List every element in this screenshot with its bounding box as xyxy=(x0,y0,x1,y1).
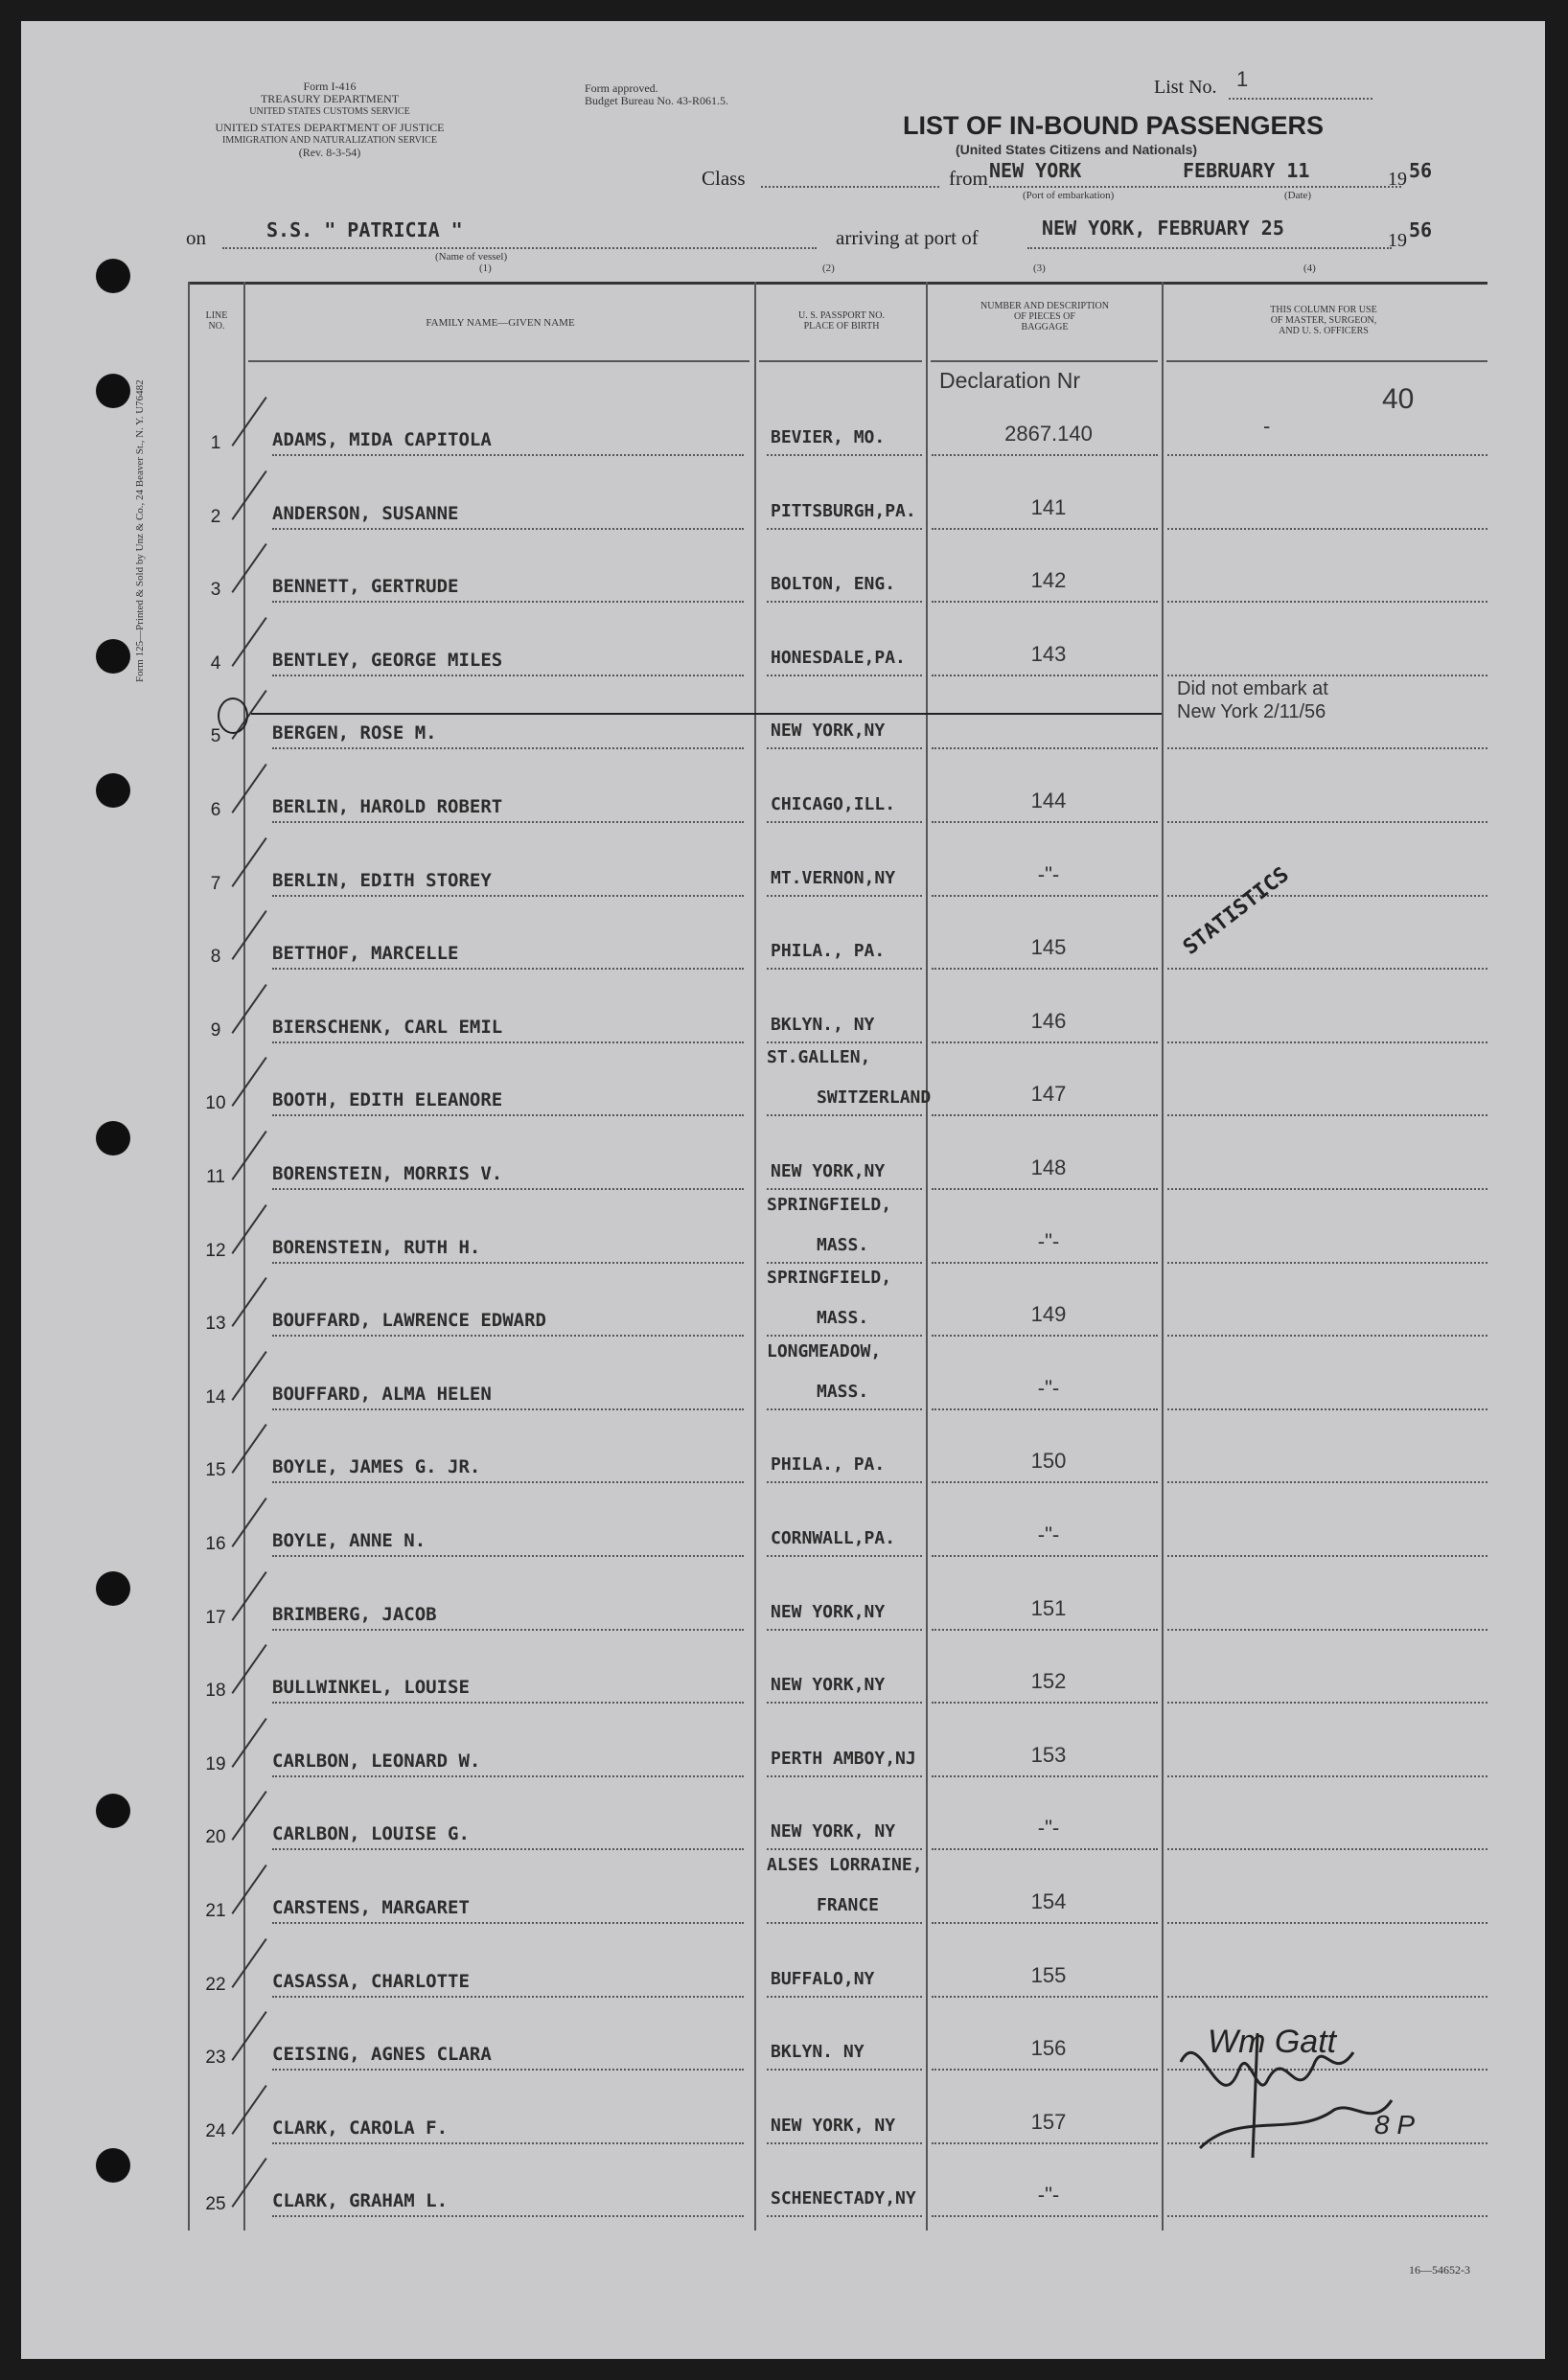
row-rule xyxy=(767,1262,922,1264)
revision: (Rev. 8-3-54) xyxy=(298,146,361,159)
row-rule xyxy=(1167,528,1487,530)
arrival-info: NEW YORK, FEBRUARY 25 xyxy=(1042,217,1284,240)
header-underline xyxy=(1166,360,1487,362)
manifest-page xyxy=(21,21,1545,2359)
row-rule xyxy=(1167,601,1487,603)
baggage-number: 145 xyxy=(1030,935,1067,959)
checkmark xyxy=(231,543,266,593)
table-top-border xyxy=(188,282,1487,285)
header-underline xyxy=(931,360,1158,362)
line-number: 1 xyxy=(210,433,221,453)
checkmark xyxy=(231,1277,266,1327)
dotted-line xyxy=(1229,98,1372,100)
list-no-label: List No. xyxy=(1154,77,1217,98)
baggage-number: -"- xyxy=(1037,1229,1060,1253)
row-rule xyxy=(932,1922,1158,1924)
date-caption: (Date) xyxy=(1284,190,1312,201)
col-header-line-no: LINE NO. xyxy=(205,310,228,332)
row-rule xyxy=(1167,1335,1487,1337)
baggage-number: -"- xyxy=(1037,1816,1060,1840)
on-label: on xyxy=(186,226,206,249)
passenger-name: CASASSA, CHARLOTTE xyxy=(272,1971,470,1992)
row-rule xyxy=(767,895,922,897)
punch-hole xyxy=(96,259,130,293)
line-number: 5 xyxy=(210,726,221,746)
birthplace: NEW YORK,NY xyxy=(771,1602,886,1622)
birthplace: HONESDALE,PA. xyxy=(771,648,906,668)
row-rule xyxy=(272,1775,744,1777)
row-rule xyxy=(767,675,922,676)
row-rule xyxy=(767,1848,922,1850)
line-number: 3 xyxy=(210,580,221,600)
row-rule xyxy=(932,1481,1158,1483)
birthplace: CHICAGO,ILL. xyxy=(771,794,896,814)
passenger-name: BENNETT, GERTRUDE xyxy=(272,576,459,597)
checkmark xyxy=(231,397,266,446)
baggage-number: 142 xyxy=(1030,568,1067,592)
birthplace: MASS. xyxy=(817,1382,869,1402)
passenger-name: BULLWINKEL, LOUISE xyxy=(272,1677,470,1698)
row-rule xyxy=(1167,821,1487,823)
birthplace: MASS. xyxy=(817,1235,869,1255)
line-number: 21 xyxy=(205,1901,226,1921)
officer-dash: - xyxy=(1263,414,1271,438)
birthplace: NEW YORK, NY xyxy=(771,1821,896,1842)
arrival-year: 56 xyxy=(1409,218,1433,241)
row-rule xyxy=(272,1629,744,1631)
row-rule xyxy=(932,528,1158,530)
line-number: 7 xyxy=(210,874,221,894)
row-rule xyxy=(1167,895,1487,897)
baggage-number: 154 xyxy=(1030,1889,1067,1913)
birthplace: NEW YORK, NY xyxy=(771,2116,896,2136)
baggage-number: -"- xyxy=(1037,2183,1060,2207)
passenger-name: BIERSCHENK, CARL EMIL xyxy=(272,1017,503,1038)
birthplace: PITTSBURGH,PA. xyxy=(771,501,916,521)
passenger-name: BETTHOF, MARCELLE xyxy=(272,943,459,964)
baggage-number: -"- xyxy=(1037,1522,1060,1546)
dotted-line xyxy=(761,186,939,188)
row-rule xyxy=(767,2215,922,2217)
footer-code: 16—54652-3 xyxy=(1409,2263,1470,2277)
dotted-line xyxy=(989,186,1401,188)
passenger-name: BERGEN, ROSE M. xyxy=(272,722,437,744)
vessel-caption: (Name of vessel) xyxy=(435,251,508,263)
checkmark xyxy=(231,1938,266,1988)
baggage-number: 153 xyxy=(1030,1743,1067,1767)
birthplace: MASS. xyxy=(817,1308,869,1328)
row-rule xyxy=(1167,1922,1487,1924)
printer-imprint: Form 125—Printed & Sold by Unz & Co., 24 Beaver St., N. Y. U76482 xyxy=(134,379,146,682)
row-rule xyxy=(1167,1188,1487,1190)
line-number: 23 xyxy=(205,2048,226,2068)
punch-hole xyxy=(96,639,130,674)
line-number: 15 xyxy=(205,1460,226,1480)
checkmark xyxy=(231,1865,266,1914)
checkmark xyxy=(231,2085,266,2135)
dotted-line xyxy=(222,247,817,249)
row-rule xyxy=(767,2069,922,2071)
birthplace-line-1: LONGMEADOW, xyxy=(767,1341,882,1362)
col-caption-2: (2) xyxy=(822,263,835,274)
port-embark-caption: (Port of embarkation) xyxy=(1023,190,1115,201)
baggage-number: 156 xyxy=(1030,2036,1067,2060)
line-number: 20 xyxy=(205,1827,226,1847)
col-divider xyxy=(1162,282,1164,2231)
line-number: 8 xyxy=(210,947,221,967)
checkmark xyxy=(231,2011,266,2061)
row-rule xyxy=(932,821,1158,823)
row-rule xyxy=(932,1262,1158,1264)
row-rule xyxy=(272,454,744,456)
line-number: 18 xyxy=(205,1681,226,1701)
row-rule xyxy=(767,454,922,456)
row-rule xyxy=(272,1996,744,1998)
passenger-name: CEISING, AGNES CLARA xyxy=(272,2044,492,2065)
line-number: 4 xyxy=(210,653,221,674)
birthplace: MT.VERNON,NY xyxy=(771,868,896,888)
row-rule xyxy=(272,2069,744,2071)
from-label: from xyxy=(949,167,988,190)
birthplace-line-1: SPRINGFIELD, xyxy=(767,1195,892,1215)
birthplace: SCHENECTADY,NY xyxy=(771,2188,916,2208)
checkmark xyxy=(231,1057,266,1107)
baggage-number: 151 xyxy=(1030,1596,1067,1620)
checkmark xyxy=(231,1424,266,1474)
row-rule xyxy=(1167,1996,1487,1998)
row-rule xyxy=(272,895,744,897)
row-rule xyxy=(272,1114,744,1116)
row-rule xyxy=(767,601,922,603)
row-rule xyxy=(932,1702,1158,1704)
passenger-name: CARSTENS, MARGARET xyxy=(272,1897,470,1918)
row-rule xyxy=(767,1629,922,1631)
row-rule xyxy=(1167,1848,1487,1850)
line-number: 11 xyxy=(206,1167,225,1187)
row-rule xyxy=(1167,1629,1487,1631)
baggage-number: -"- xyxy=(1037,1376,1060,1400)
row-rule xyxy=(932,2142,1158,2144)
baggage-number: 148 xyxy=(1030,1156,1067,1179)
row-rule xyxy=(1167,747,1487,749)
not-embarked-note-2: New York 2/11/56 xyxy=(1177,701,1326,722)
baggage-number: 146 xyxy=(1030,1009,1067,1033)
birthplace: BOLTON, ENG. xyxy=(771,574,896,594)
birthplace: BKLYN., NY xyxy=(771,1015,875,1035)
header-underline xyxy=(248,360,749,362)
punch-hole xyxy=(96,1794,130,1828)
passenger-name: BERLIN, HAROLD ROBERT xyxy=(272,796,503,817)
birthplace: PHILA., PA. xyxy=(771,1454,886,1475)
row-rule xyxy=(272,1702,744,1704)
arriving-label: arriving at port of xyxy=(836,226,979,249)
embark-date: FEBRUARY 11 xyxy=(1183,159,1310,182)
line-number: 19 xyxy=(205,1754,226,1774)
baggage-number: 155 xyxy=(1030,1963,1067,1987)
line-number: 12 xyxy=(205,1241,226,1261)
passenger-count-note: 40 xyxy=(1382,383,1415,415)
row-rule xyxy=(767,1922,922,1924)
row-rule xyxy=(272,675,744,676)
row-rule xyxy=(767,747,922,749)
approval-note xyxy=(585,82,728,107)
row-rule xyxy=(1167,1408,1487,1410)
row-rule xyxy=(272,1848,744,1850)
checkmark xyxy=(231,2158,266,2208)
row-rule xyxy=(1167,968,1487,970)
checkmark xyxy=(231,1498,266,1547)
baggage-number: 147 xyxy=(1030,1082,1067,1106)
checkmark xyxy=(231,617,266,667)
line-number: 24 xyxy=(205,2121,226,2141)
baggage-number: -"- xyxy=(1037,862,1060,886)
row-rule xyxy=(767,1702,922,1704)
row-rule xyxy=(932,1629,1158,1631)
vessel-name: S.S. " PATRICIA " xyxy=(266,218,463,241)
row-rule xyxy=(767,1041,922,1043)
list-no-value: 1 xyxy=(1236,67,1249,91)
birthplace: NEW YORK,NY xyxy=(771,1675,886,1695)
strikethrough-line xyxy=(251,713,1162,715)
row-rule xyxy=(272,1041,744,1043)
row-rule xyxy=(767,528,922,530)
birthplace-line-1: SPRINGFIELD, xyxy=(767,1268,892,1288)
row-rule xyxy=(767,1481,922,1483)
col-header-name: FAMILY NAME—GIVEN NAME xyxy=(426,317,575,329)
row-rule xyxy=(767,2142,922,2144)
row-rule xyxy=(272,2142,744,2144)
checkmark xyxy=(231,1791,266,1841)
punch-hole xyxy=(96,1121,130,1156)
checkmark xyxy=(231,1644,266,1694)
checkmark xyxy=(231,1351,266,1401)
birthplace: FRANCE xyxy=(817,1895,880,1915)
line-number: 17 xyxy=(205,1608,226,1628)
row-rule xyxy=(767,1775,922,1777)
row-rule xyxy=(932,1555,1158,1557)
passenger-name: CLARK, CAROLA F. xyxy=(272,2117,449,2139)
baggage-number: 2867.140 xyxy=(1004,422,1093,446)
passenger-name: ADAMS, MIDA CAPITOLA xyxy=(272,429,492,450)
line-number: 6 xyxy=(210,800,221,820)
row-rule xyxy=(932,1114,1158,1116)
row-rule xyxy=(932,1408,1158,1410)
baggage-number: 157 xyxy=(1030,2110,1067,2134)
punch-hole xyxy=(96,1571,130,1606)
baggage-number: 150 xyxy=(1030,1449,1067,1473)
baggage-number: 149 xyxy=(1030,1302,1067,1326)
year-prefix: 19 xyxy=(1388,169,1407,190)
officer-initials: 8 P xyxy=(1374,2110,1416,2140)
birthplace: NEW YORK,NY xyxy=(771,1161,886,1181)
checkmark xyxy=(231,470,266,520)
line-number: 2 xyxy=(210,507,221,527)
birthplace: CORNWALL,PA. xyxy=(771,1528,896,1548)
row-rule xyxy=(272,528,744,530)
passenger-name: BOYLE, ANNE N. xyxy=(272,1530,427,1551)
checkmark xyxy=(231,764,266,813)
row-rule xyxy=(272,968,744,970)
row-rule xyxy=(932,968,1158,970)
row-rule xyxy=(767,821,922,823)
col-caption-1: (1) xyxy=(479,263,492,274)
birthplace: BKLYN. NY xyxy=(771,2042,865,2062)
birthplace: BUFFALO,NY xyxy=(771,1969,875,1989)
declaration-label: Declaration Nr xyxy=(939,368,1080,393)
ins-name: IMMIGRATION AND NATURALIZATION SERVICE xyxy=(222,135,437,146)
row-rule xyxy=(1167,1555,1487,1557)
row-rule xyxy=(1167,1262,1487,1264)
col-header-passport: U. S. PASSPORT NO. PLACE OF BIRTH xyxy=(798,310,885,332)
line-number: 16 xyxy=(205,1534,226,1554)
passenger-name: BERLIN, EDITH STOREY xyxy=(272,870,492,891)
row-rule xyxy=(767,1555,922,1557)
passenger-name: CARLBON, LEONARD W. xyxy=(272,1751,481,1772)
passenger-name: BORENSTEIN, RUTH H. xyxy=(272,1237,481,1258)
row-rule xyxy=(932,747,1158,749)
checkmark xyxy=(231,1571,266,1621)
row-rule xyxy=(932,1188,1158,1190)
line-number: 14 xyxy=(205,1387,226,1407)
row-rule xyxy=(767,1996,922,1998)
passenger-name: BRIMBERG, JACOB xyxy=(272,1604,437,1625)
row-rule xyxy=(932,1996,1158,1998)
row-rule xyxy=(932,895,1158,897)
row-rule xyxy=(272,1188,744,1190)
budget-number: Budget Bureau No. 43-R061.5. xyxy=(585,94,728,107)
justice-name: UNITED STATES DEPARTMENT OF JUSTICE xyxy=(215,121,445,134)
baggage-number: 143 xyxy=(1030,642,1067,666)
dept-name: TREASURY DEPARTMENT xyxy=(260,92,400,105)
form-approved: Form approved. xyxy=(585,81,658,95)
row-rule xyxy=(272,2215,744,2217)
line-number-circle xyxy=(218,698,248,734)
row-rule xyxy=(767,1188,922,1190)
row-rule xyxy=(767,968,922,970)
punch-hole xyxy=(96,2148,130,2183)
embark-year: 56 xyxy=(1409,159,1433,182)
row-rule xyxy=(1167,1481,1487,1483)
checkmark xyxy=(231,1204,266,1254)
birthplace: PERTH AMBOY,NJ xyxy=(771,1749,916,1769)
birthplace-line-1: ST.GALLEN, xyxy=(767,1047,871,1067)
col-header-baggage: NUMBER AND DESCRIPTION OF PIECES OF BAGGAGE xyxy=(980,301,1109,332)
row-rule xyxy=(932,1848,1158,1850)
row-rule xyxy=(272,1922,744,1924)
row-rule xyxy=(1167,1702,1487,1704)
row-rule xyxy=(272,1408,744,1410)
row-rule xyxy=(272,747,744,749)
row-rule xyxy=(272,1555,744,1557)
row-rule xyxy=(767,1114,922,1116)
row-rule xyxy=(932,454,1158,456)
passenger-name: BENTLEY, GEORGE MILES xyxy=(272,650,503,671)
punch-hole xyxy=(96,773,130,808)
header-underline xyxy=(759,360,922,362)
row-rule xyxy=(1167,454,1487,456)
col-caption-3: (3) xyxy=(1033,263,1046,274)
row-rule xyxy=(1167,1041,1487,1043)
row-rule xyxy=(767,1408,922,1410)
row-rule xyxy=(932,601,1158,603)
passenger-name: CLARK, GRAHAM L. xyxy=(272,2190,449,2211)
checkmark xyxy=(231,837,266,887)
passenger-name: BOOTH, EDITH ELEANORE xyxy=(272,1089,503,1110)
row-rule xyxy=(272,1335,744,1337)
row-rule xyxy=(1167,2215,1487,2217)
baggage-number: 141 xyxy=(1030,495,1067,519)
birthplace: NEW YORK,NY xyxy=(771,721,886,741)
agency-block xyxy=(176,80,483,159)
row-rule xyxy=(932,1335,1158,1337)
signature-text: Wm Gatt xyxy=(1208,2024,1337,2060)
col-header-officers: THIS COLUMN FOR USE OF MASTER, SURGEON, AND U. S. OFFICERS xyxy=(1270,305,1377,336)
baggage-number: 144 xyxy=(1030,789,1067,812)
checkmark xyxy=(231,984,266,1034)
row-rule xyxy=(932,2069,1158,2071)
checkmark xyxy=(231,1718,266,1768)
row-rule xyxy=(272,601,744,603)
row-rule xyxy=(272,821,744,823)
not-embarked-note-1: Did not embark at xyxy=(1177,678,1328,699)
line-number: 25 xyxy=(205,2194,226,2214)
line-number: 22 xyxy=(205,1975,226,1995)
punch-hole xyxy=(96,374,130,408)
row-rule xyxy=(932,1041,1158,1043)
form-number: Form I-416 xyxy=(303,80,357,93)
year-prefix: 19 xyxy=(1388,230,1407,251)
birthplace-line-1: ALSES LORRAINE, xyxy=(767,1855,923,1875)
row-rule xyxy=(932,675,1158,676)
page-title: LIST OF IN-BOUND PASSENGERS xyxy=(903,111,1325,140)
embark-port: NEW YORK xyxy=(989,159,1082,182)
row-rule xyxy=(767,1335,922,1337)
line-number: 9 xyxy=(210,1020,221,1041)
birthplace: PHILA., PA. xyxy=(771,941,886,961)
passenger-name: BOUFFARD, ALMA HELEN xyxy=(272,1384,492,1405)
line-number: 10 xyxy=(205,1093,226,1113)
class-label: Class xyxy=(702,167,746,190)
row-rule xyxy=(272,1262,744,1264)
statistics-stamp: STATISTICS xyxy=(1179,862,1294,960)
checkmark xyxy=(231,910,266,960)
birthplace: BEVIER, MO. xyxy=(771,427,886,447)
dotted-line xyxy=(1027,247,1392,249)
passenger-name: BORENSTEIN, MORRIS V. xyxy=(272,1163,503,1184)
passenger-name: ANDERSON, SUSANNE xyxy=(272,503,459,524)
passenger-name: CARLBON, LOUISE G. xyxy=(272,1823,470,1844)
row-rule xyxy=(1167,1114,1487,1116)
col-caption-4: (4) xyxy=(1303,263,1316,274)
row-rule xyxy=(1167,675,1487,676)
row-rule xyxy=(932,2215,1158,2217)
baggage-number: 152 xyxy=(1030,1669,1067,1693)
col-divider xyxy=(926,282,928,2231)
table-left-border xyxy=(188,282,190,2231)
passenger-name: BOUFFARD, LAWRENCE EDWARD xyxy=(272,1310,546,1331)
row-rule xyxy=(1167,1775,1487,1777)
passenger-name: BOYLE, JAMES G. JR. xyxy=(272,1456,481,1477)
customs-name: UNITED STATES CUSTOMS SERVICE xyxy=(249,106,410,117)
checkmark xyxy=(231,1131,266,1180)
page-subtitle: (United States Citizens and Nationals) xyxy=(956,142,1198,157)
row-rule xyxy=(932,1775,1158,1777)
row-rule xyxy=(272,1481,744,1483)
line-number: 13 xyxy=(205,1314,226,1334)
col-divider xyxy=(754,282,756,2231)
birthplace: SWITZERLAND xyxy=(817,1087,932,1108)
